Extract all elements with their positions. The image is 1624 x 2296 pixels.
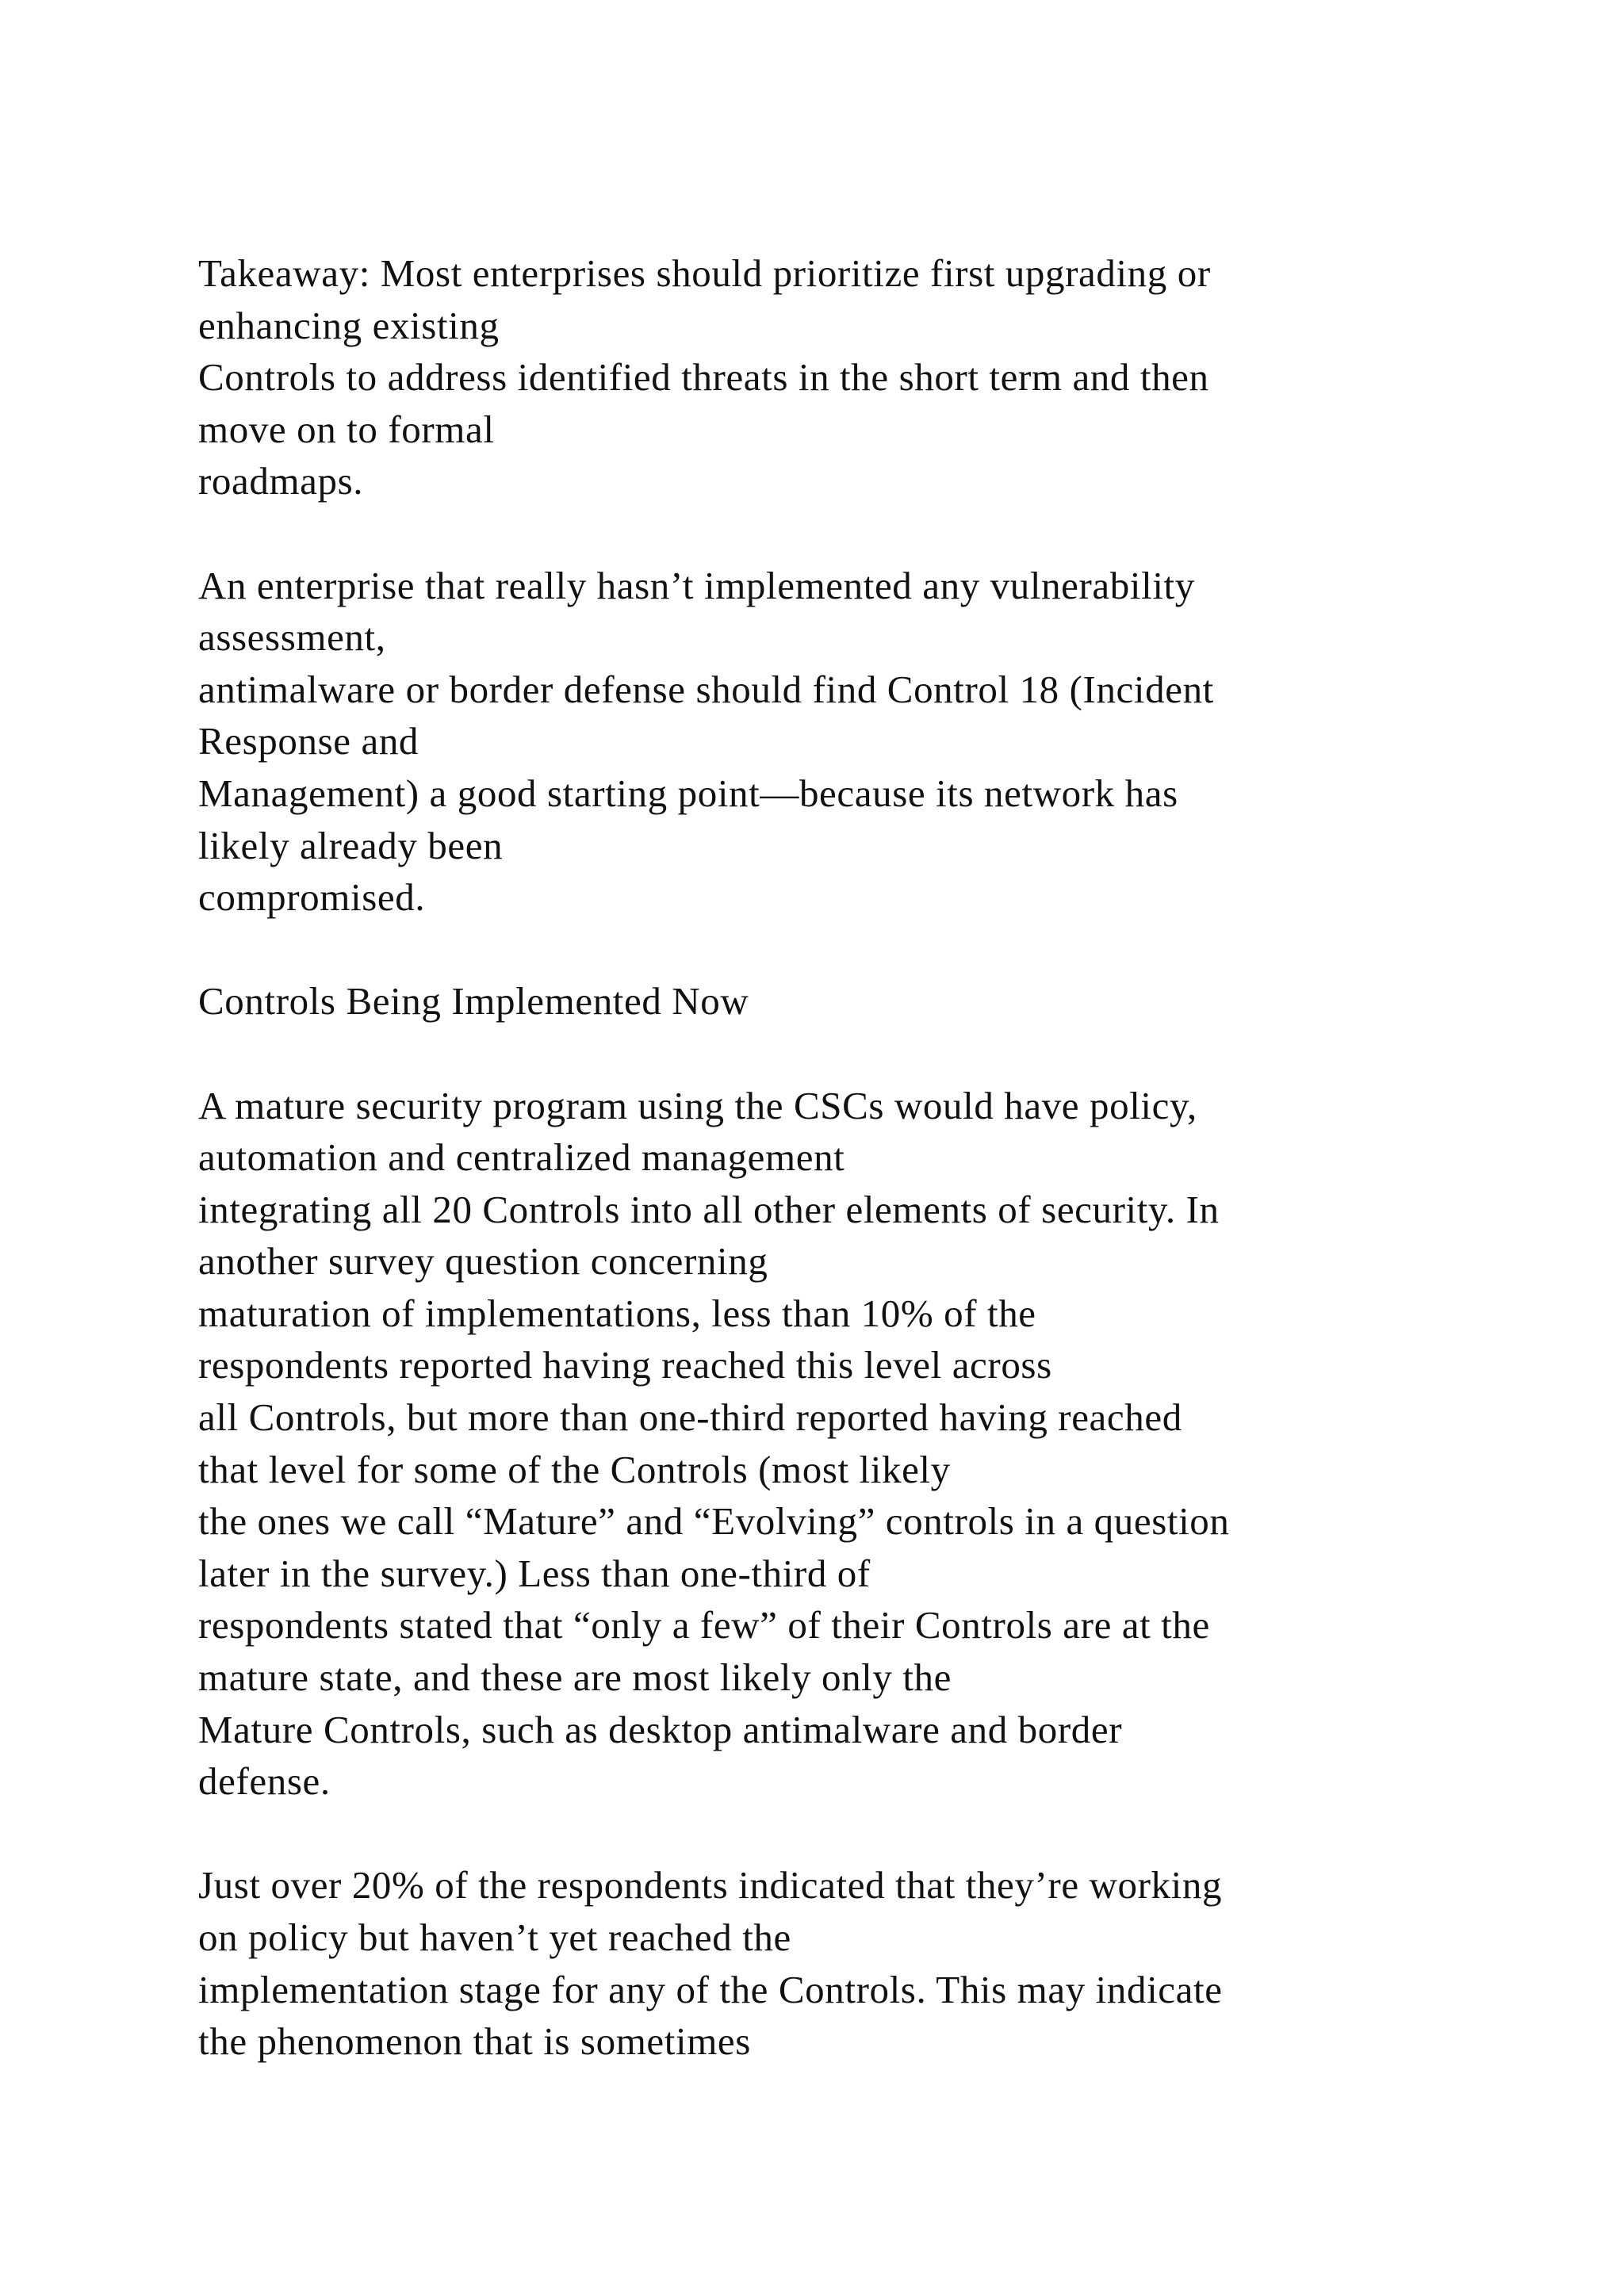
text-line: compromised. [198, 875, 426, 920]
text-line: defense. [198, 1759, 331, 1804]
text-line: A mature security program using the CSCs would have policy, [198, 1083, 1197, 1127]
paragraph-spacer [198, 507, 1546, 560]
text-line: roadmaps. [198, 459, 364, 503]
text-line: move on to formal [198, 407, 495, 451]
text-line: Mature Controls, such as desktop antimalware and border [198, 1707, 1123, 1751]
text-line: Just over 20% of the respondents indicated that they’re working [198, 1863, 1223, 1908]
paragraph-enterprise [198, 560, 1546, 924]
text-line: on policy but haven’t yet reached the [198, 1915, 791, 1959]
paragraph-spacer [198, 1027, 1546, 1080]
text-line: later in the survey.) Less than one-third of [198, 1551, 871, 1595]
text-line: Controls to address identified threats in the short term and then [198, 355, 1209, 400]
paragraph-policy [198, 1859, 1546, 2067]
text-line: that level for some of the Controls (most likely [198, 1447, 951, 1491]
text-line: enhancing existing [198, 303, 500, 347]
text-line: Controls Being Implemented Now [198, 979, 749, 1024]
section-heading [198, 975, 1546, 1027]
text-line: respondents reported having reached this level across [198, 1343, 1052, 1387]
paragraph-spacer [198, 924, 1546, 976]
paragraph-mature-program [198, 1080, 1546, 1808]
paragraph-takeaway [198, 247, 1546, 507]
text-line: An enterprise that really hasn’t implemented any vulnerability [198, 563, 1195, 607]
text-line: another survey question concerning [198, 1239, 768, 1284]
text-line: respondents stated that “only a few” of their Controls are at the [198, 1603, 1210, 1647]
text-line: automation and centralized management [198, 1135, 845, 1180]
text-line: implementation stage for any of the Controls. This may indicate [198, 1967, 1223, 2011]
text-line: integrating all 20 Controls into all other elements of security. In [198, 1187, 1220, 1231]
text-line: Management) a good starting point—because its network has [198, 771, 1178, 815]
text-line: Response and [198, 719, 419, 763]
text-line: assessment, [198, 615, 386, 660]
paragraph-spacer [198, 1808, 1546, 1860]
document-body [198, 247, 1546, 2068]
text-line: all Controls, but more than one-third reported having reached [198, 1395, 1182, 1440]
text-line: antimalware or border defense should find Control 18 (Incident [198, 667, 1214, 711]
text-line: mature state, and these are most likely only the [198, 1655, 952, 1700]
text-line: likely already been [198, 823, 504, 867]
text-line: the ones we call “Mature” and “Evolving” controls in a question [198, 1499, 1230, 1544]
text-line: the phenomenon that is sometimes [198, 2019, 751, 2064]
text-line: maturation of implementations, less than 10% of the [198, 1291, 1036, 1335]
text-line: Takeaway: Most enterprises should prioritize first upgrading or [198, 251, 1211, 295]
